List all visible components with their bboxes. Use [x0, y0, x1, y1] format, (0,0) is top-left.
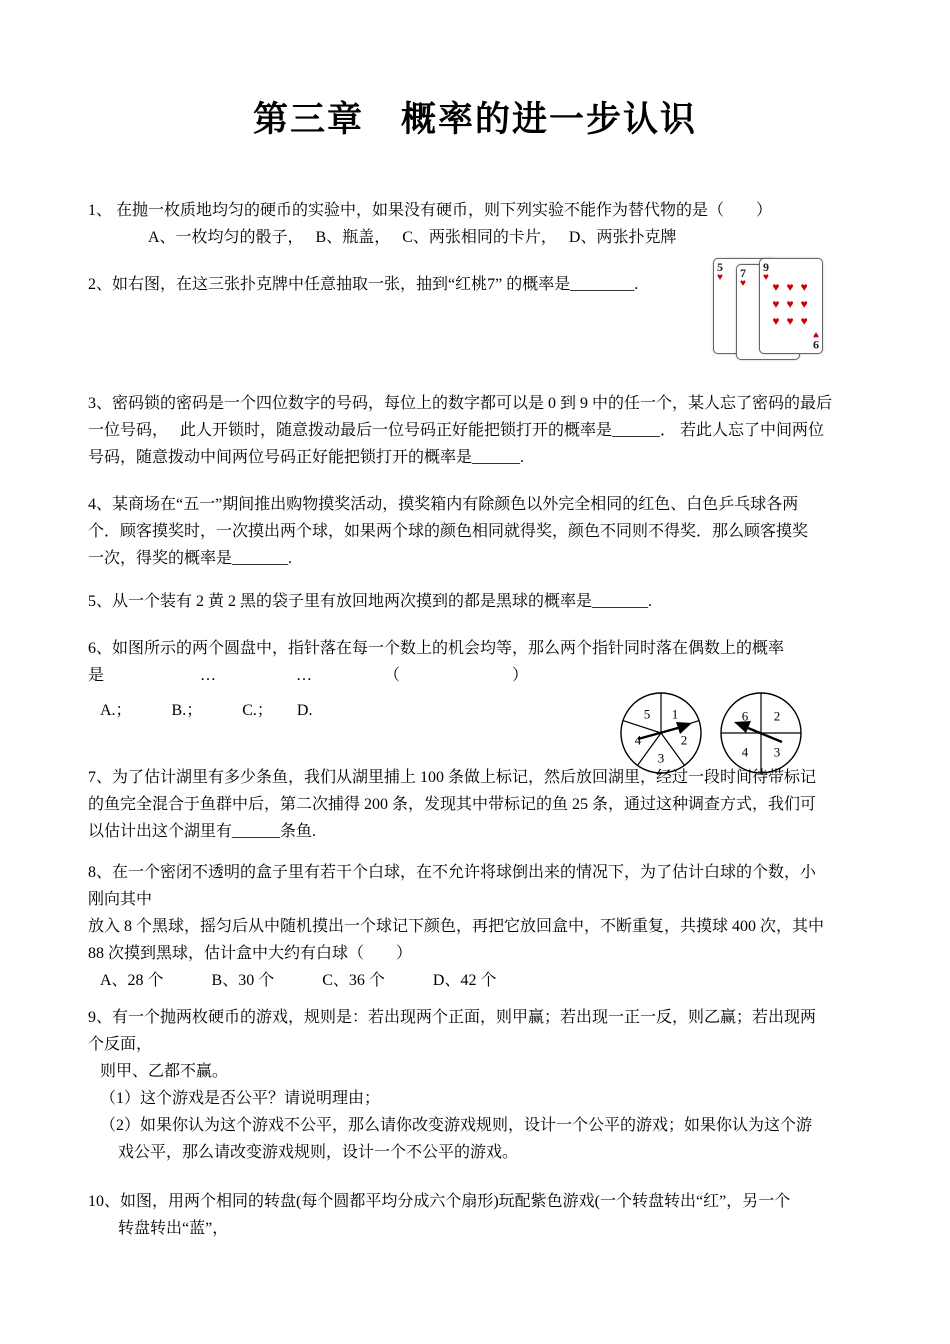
spinner-2-wheel — [716, 688, 806, 778]
question-8 — [88, 859, 880, 994]
card-corner-index-bottom — [813, 329, 819, 351]
question-1-options: A、一枚均匀的骰子， B、瓶盖， C、两张相同的卡片， D、两张扑克牌 — [148, 229, 677, 246]
question-4 — [88, 491, 880, 572]
spinner-number: 5 — [643, 706, 651, 722]
spinner-number: 1 — [671, 706, 679, 722]
question-9-subquestion-1: （1）这个游戏是否公平？请说明理由； — [100, 1090, 381, 1107]
spinner-number: 3 — [657, 750, 665, 766]
heart-suit-icon: ♥ — [763, 272, 769, 283]
question-9-text-line2: 个反面， — [88, 1036, 153, 1053]
question-9-text-line1: 9、有一个抛两枚硬币的游戏，规则是：若出现两个正面，则甲赢；若出现一正一反，则乙赢；若出现两 — [88, 1009, 817, 1026]
spinner-2-pointer — [748, 728, 782, 742]
card-9-of-hearts — [759, 258, 823, 354]
question-10 — [88, 1188, 880, 1242]
spinner-number: 2 — [680, 732, 688, 748]
heart-pips-row: ♥ ♥ ♥ — [772, 297, 810, 311]
question-10-text-line2: 转盘转出“蓝”， — [118, 1220, 229, 1237]
question-8-text-line3: 放入 8 个黑球，摇匀后从中随机摸出一个球记下颜色，再把它放回盒中，不断重复，共摸球 400 次，其中 — [88, 918, 825, 935]
question-8-text-line2: 刚向其中 — [88, 891, 153, 908]
question-4-text-line1: 4、某商场在“五一”期间推出购物摸奖活动，摸奖箱内有除颜色以外完全相同的红色、白色乒乓球各两 — [88, 496, 799, 513]
question-1 — [88, 197, 880, 251]
heart-pips — [760, 279, 822, 330]
spinner-2 — [716, 688, 806, 778]
spinner-number: 6 — [741, 708, 749, 724]
spinner-number: 4 — [634, 732, 642, 748]
card-rank: 9 — [813, 338, 819, 352]
card-corner-index — [717, 261, 723, 283]
spinner-figures — [616, 688, 806, 778]
heart-suit-icon: ♥ — [813, 329, 819, 340]
question-4-text-line2: 个．顾客摸奖时，一次摸出两个球，如果两个球的颜色相同就得奖，颜色不同则不得奖．那么顾客摸奖 — [88, 523, 809, 540]
question-7-text-line3: 以估计出这个湖里有______条鱼. — [88, 823, 317, 840]
question-5-text: 5、从一个装有 2 黄 2 黑的袋子里有放回地两次摸到的都是黑球的概率是_______. — [88, 593, 653, 610]
question-9-text-line3: 则甲、乙都不赢。 — [100, 1063, 229, 1080]
question-2-text: 2、如右图，在这三张扑克牌中任意抽取一张，抽到“红桃7” 的概率是________. — [88, 276, 639, 293]
playing-cards-figure — [713, 258, 853, 370]
question-4-text-line3: 一次，得奖的概率是_______. — [88, 550, 293, 567]
question-6-text-line2: 是 … … （ ） — [88, 667, 529, 684]
heart-pips-row: ♥ ♥ ♥ — [772, 314, 810, 328]
question-3-text-line1: 3、密码锁的密码是一个四位数字的号码，每位上的数字都可以是 0 到 9 中的任一个，某人忘了密码的最后 — [88, 395, 833, 412]
question-3 — [88, 390, 880, 471]
question-1-text: 1、 在抛一枚质地均匀的硬币的实验中，如果没有硬币，则下列实验不能作为替代物的是（ ） — [88, 202, 773, 219]
heart-suit-icon: ♥ — [740, 278, 746, 289]
spinner-number: 3 — [773, 744, 781, 760]
heart-pips-row: ♥ ♥ ♥ — [772, 280, 810, 294]
question-8-text-line4: 88 次摸到黑球，估计盒中大约有白球（ ） — [88, 945, 413, 962]
question-5 — [88, 588, 880, 615]
document-title: 第三章 概率的进一步认识 — [252, 100, 697, 139]
spinner-1 — [616, 688, 706, 778]
question-3-text-line2: 一位号码， 此人开锁时，随意拨动最后一位号码正好能把锁打开的概率是______． 若此人忘了中间两位 — [88, 422, 825, 439]
card-corner-index — [740, 267, 746, 289]
spinner-number: 2 — [773, 708, 781, 724]
card-rank: 9 — [763, 260, 769, 274]
spinner-number: 4 — [741, 744, 749, 760]
question-3-text-line3: 号码，随意拨动中间两位号码正好能把锁打开的概率是______. — [88, 449, 525, 466]
question-8-text-line1: 8、在一个密闭不透明的盒子里有若干个白球，在不允许将球倒出来的情况下，为了估计白球的个数，小 — [88, 864, 817, 881]
question-9-subquestion-2: （2）如果你认为这个游戏不公平，那么请你改变游戏规则，设计一个公平的游戏；如果你认为这个游 — [100, 1117, 813, 1134]
question-7-text-line2: 的鱼完全混合于鱼群中后，第二次捕得 200 条，发现其中带标记的鱼 25 条，通过这种调查方式，我们可 — [88, 796, 817, 813]
question-6-text-line1: 6、如图所示的两个圆盘中，指针落在每一个数上的机会均等，那么两个指针同时落在偶数上的概率 — [88, 640, 785, 657]
card-rank: 7 — [740, 266, 746, 280]
question-6-options: A.； B.； C.； D. — [100, 702, 313, 719]
question-8-options: A、28 个 B、30 个 C、36 个 D、42 个 — [100, 972, 497, 989]
card-rank: 5 — [717, 260, 723, 274]
question-9-subquestion-2-cont: 戏公平，那么请改变游戏规则，设计一个不公平的游戏。 — [118, 1144, 519, 1161]
question-7-text-line1: 7、为了估计湖里有多少条鱼，我们从湖里捕上 100 条做上标记，然后放回湖里，经过一段时间待带标记 — [88, 769, 817, 786]
heart-suit-icon: ♥ — [717, 272, 723, 283]
question-9 — [88, 1004, 880, 1166]
question-10-text-line1: 10、如图，用两个相同的转盘(每个圆都平均分成六个扇形)玩配紫色游戏(一个转盘转出“红”，另一个 — [88, 1193, 791, 1210]
